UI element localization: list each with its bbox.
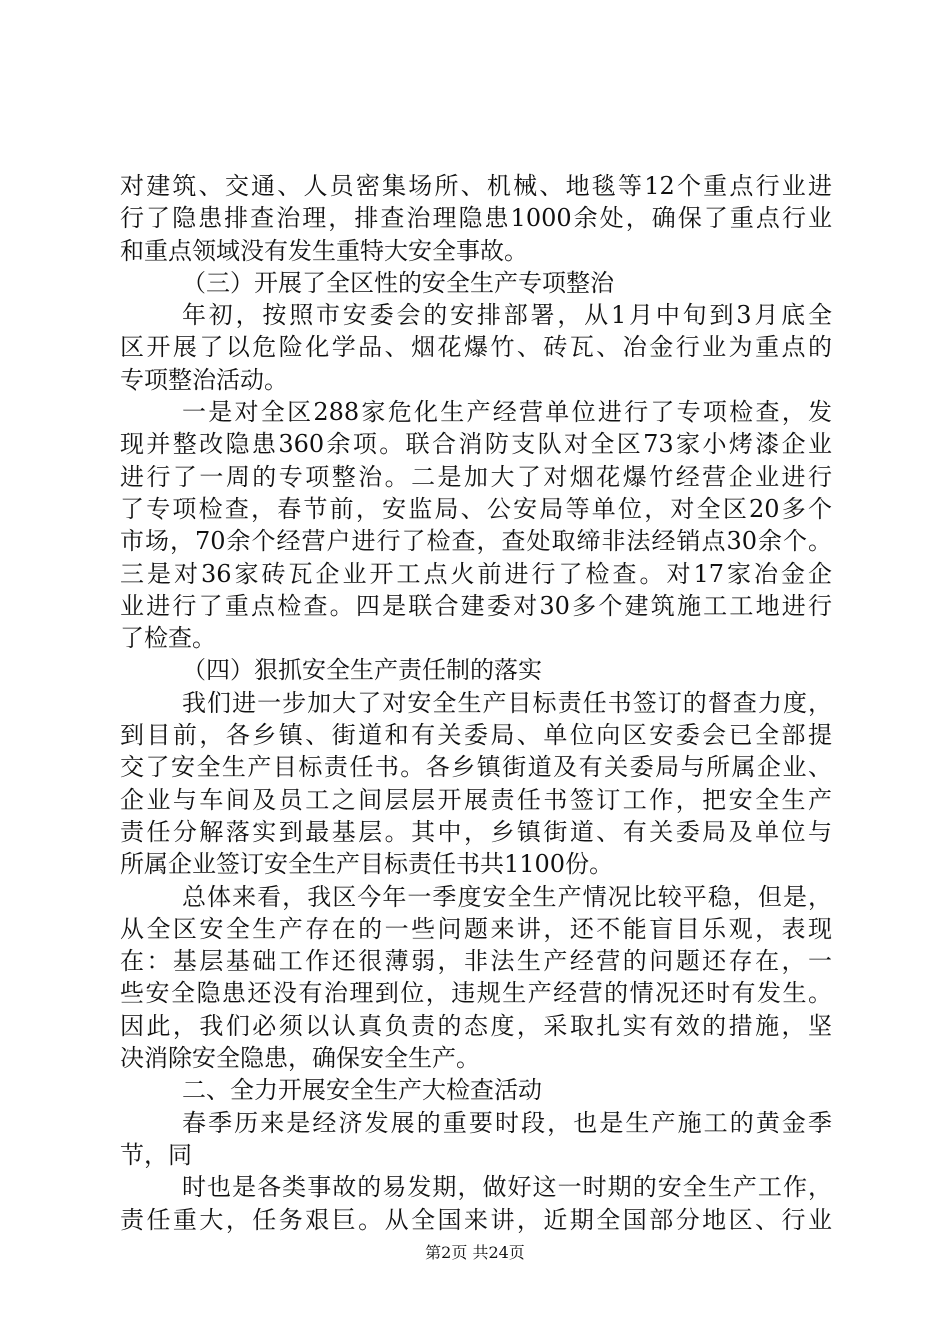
text-line: 专项整治活动。: [120, 365, 288, 394]
text-line: 企业与车间及员工之间层层开展责任书签订工作，把安全生产: [120, 785, 832, 814]
text-line: 我们进一步加大了对安全生产目标责任书签订的督查力度，: [182, 688, 832, 717]
text-line: 了检查。: [120, 624, 216, 653]
text-line: 年初，按照市安委会的安排部署，从1月中旬到3月底全: [182, 301, 832, 330]
text-line: （三）开展了全区性的安全生产专项整治: [182, 268, 614, 297]
text-line: 责任重大，任务艰巨。从全国来讲，近期全国部分地区、行业: [120, 1205, 832, 1234]
text-line: 现并整改隐患360余项。联合消防支队对全区73家小烤漆企业: [120, 430, 832, 459]
text-line: 业进行了重点检查。四是联合建委对30多个建筑施工工地进行: [120, 591, 832, 620]
text-line: 决消除安全隐患，确保安全生产。: [120, 1044, 480, 1073]
text-line: 三是对36家砖瓦企业开工点火前进行了检查。对17家冶金企: [120, 559, 832, 588]
text-line: 和重点领域没有发生重特大安全事故。: [120, 236, 528, 265]
text-line: 从全区安全生产存在的一些问题来讲，还不能盲目乐观，表现: [120, 914, 832, 943]
text-line: 对建筑、交通、人员密集场所、机械、地毯等12个重点行业进: [120, 172, 832, 200]
text-line: 在：基层基础工作还很薄弱，非法生产经营的问题还存在，一: [120, 947, 832, 976]
text-line: （四）狠抓安全生产责任制的落实: [182, 656, 542, 685]
text-line: 行了隐患排查治理，排查治理隐患1000余处，确保了重点行业: [120, 204, 832, 233]
text-line: 时也是各类事故的易发期，做好这一时期的安全生产工作，: [182, 1173, 832, 1202]
text-line: 区开展了以危险化学品、烟花爆竹、砖瓦、冶金行业为重点的: [120, 333, 832, 362]
text-line: 春季历来是经济发展的重要时段，也是生产施工的黄金季: [182, 1108, 832, 1137]
text-line: 到目前，各乡镇、街道和有关委局、单位向区安委会已全部提: [120, 721, 832, 750]
text-line: 节，同: [120, 1140, 192, 1169]
text-line: 责任分解落实到最基层。其中，乡镇街道、有关委局及单位与: [120, 817, 832, 846]
text-line: 一是对全区288家危化生产经营单位进行了专项检查，发: [182, 398, 832, 427]
document-body: [120, 170, 832, 1236]
text-line: 市场，70余个经营户进行了检查，查处取缔非法经销点30余个。: [120, 527, 832, 556]
text-line: 些安全隐患还没有治理到位，违规生产经营的情况还时有发生。: [120, 979, 832, 1008]
text-line: 所属企业签订安全生产目标责任书共1100份。: [120, 850, 614, 879]
text-line: 交了安全生产目标责任书。各乡镇街道及有关委局与所属企业、: [120, 753, 832, 782]
text-line: 因此，我们必须以认真负责的态度，采取扎实有效的措施，坚: [120, 1011, 832, 1040]
text-line: 进行了一周的专项整治。二是加大了对烟花爆竹经营企业进行: [120, 462, 832, 491]
text-line: 总体来看，我区今年一季度安全生产情况比较平稳，但是，: [182, 882, 832, 911]
text-line: 二、全力开展安全生产大检查活动: [182, 1076, 542, 1105]
page-footer: 第2页 共24页: [425, 1243, 525, 1262]
text-line: 了专项检查，春节前，安监局、公安局等单位，对全区20多个: [120, 494, 832, 523]
